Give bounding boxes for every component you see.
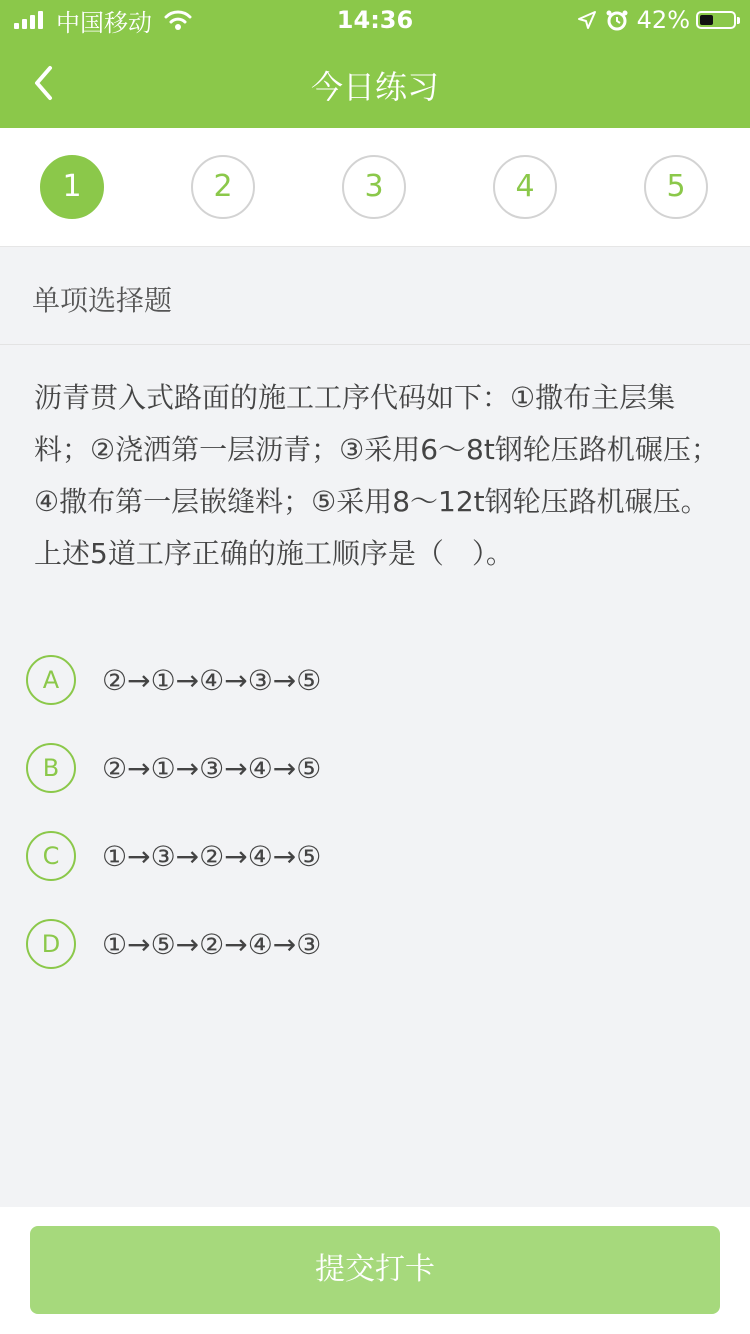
- option-c[interactable]: [26, 830, 726, 882]
- option-d-letter: D: [26, 919, 76, 969]
- bottom-bar: [0, 1207, 750, 1334]
- option-a-letter: A: [26, 655, 76, 705]
- battery-icon: [696, 11, 736, 29]
- option-c-letter: C: [26, 831, 76, 881]
- question-step-bar: [0, 128, 750, 247]
- carrier-name: 中国移动: [56, 8, 152, 37]
- step-2[interactable]: 2: [191, 155, 255, 219]
- battery-level: [700, 15, 713, 25]
- step-1[interactable]: 1: [40, 155, 104, 219]
- alarm-icon: [605, 8, 629, 32]
- step-5[interactable]: 5: [644, 155, 708, 219]
- step-3[interactable]: 3: [342, 155, 406, 219]
- option-a-text: ②→①→④→③→⑤: [102, 663, 322, 697]
- option-b-text: ②→①→③→④→⑤: [102, 751, 322, 785]
- submit-checkin-button[interactable]: 提交打卡: [30, 1226, 720, 1314]
- option-b-letter: B: [26, 743, 76, 793]
- option-c-text: ①→③→②→④→⑤: [102, 839, 322, 873]
- option-d-text: ①→⑤→②→④→③: [102, 927, 322, 961]
- status-bar-right: [577, 7, 736, 33]
- location-icon: [577, 10, 597, 30]
- page-title: 今日练习: [310, 68, 439, 106]
- step-4[interactable]: 4: [493, 155, 557, 219]
- question-type-label: 单项选择题: [0, 247, 750, 345]
- battery-percent: 42%: [636, 6, 690, 34]
- top-bar: [0, 0, 750, 128]
- question-text: 沥青贯入式路面的施工工序代码如下：①撒布主层集料；②浇洒第一层沥青；③采用6～8t钢轮压路机碾压；④撒布第一层嵌缝料；⑤采用8～12t钢轮压路机碾压。上述5道工序正确的施工顺序是（ ）。: [34, 381, 719, 570]
- option-a[interactable]: [26, 654, 726, 706]
- option-d[interactable]: [26, 918, 726, 970]
- status-time: 14:36: [336, 6, 414, 34]
- option-b[interactable]: [26, 742, 726, 794]
